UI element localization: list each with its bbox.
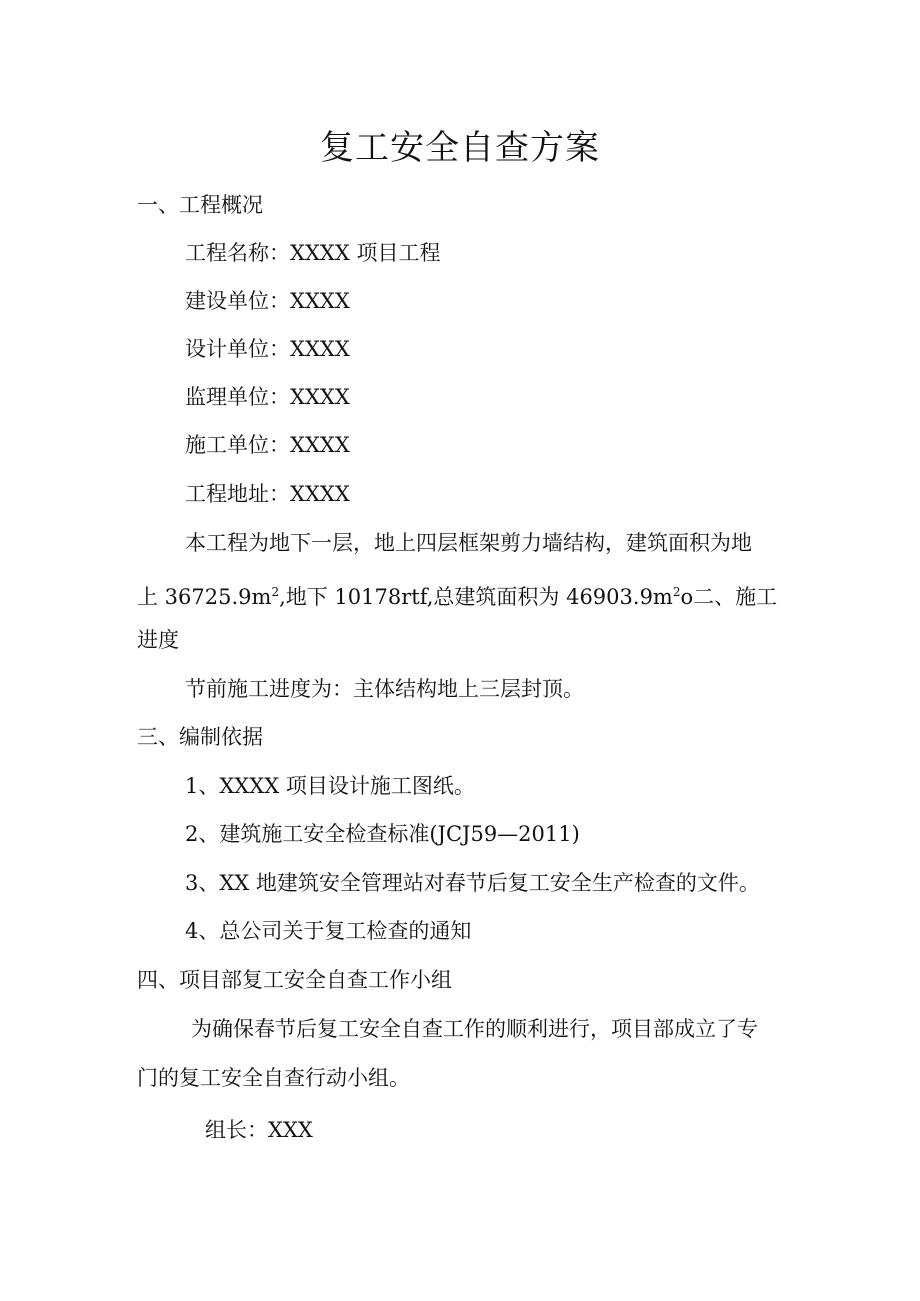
team-line-2: 门的复工安全自查行动小组。 — [137, 1066, 410, 1090]
basis-item-3: 3、XX 地建筑安全管理站对春节后复工安全生产检查的文件。 — [185, 871, 760, 895]
desc-part-e: o二、施工 — [680, 585, 778, 609]
desc-sup-1: 2 — [271, 585, 280, 599]
project-name-line: 工程名称：XXXX 项目工程 — [185, 241, 441, 265]
basis-item-2: 2、建筑施工安全检查标准(JCJ59—2011) — [185, 822, 580, 846]
team-line-1: 为确保春节后复工安全自查工作的顺利进行，项目部成立了专 — [191, 1017, 758, 1041]
description-line-2 — [137, 577, 777, 612]
desc-part-c: ,地下 10178rtf,总建筑面积为 46903.9m — [279, 585, 673, 609]
address-line: 工程地址：XXXX — [185, 482, 350, 506]
builder-line: 建设单位：XXXX — [185, 289, 350, 313]
desc-part-a: 上 36725.9m — [137, 585, 272, 609]
section-heading-team: 四、项目部复工安全自查工作小组 — [137, 968, 452, 992]
designer-line: 设计单位：XXXX — [185, 337, 350, 361]
leader-line: 组长：XXX — [205, 1118, 313, 1142]
basis-item-4: 4、总公司关于复工检查的通知 — [185, 919, 472, 943]
progress-line: 节前施工进度为：主体结构地上三层封顶。 — [185, 677, 584, 701]
desc-sup-2: 2 — [672, 585, 681, 599]
supervisor-line: 监理单位：XXXX — [185, 385, 350, 409]
document-title: 复工安全自查方案 — [320, 128, 600, 168]
basis-item-1: 1、XXXX 项目设计施工图纸。 — [185, 774, 475, 798]
contractor-line: 施工单位：XXXX — [185, 433, 350, 457]
section-heading-basis: 三、编制依据 — [137, 725, 263, 749]
description-line-3: 进度 — [137, 628, 179, 652]
section-heading-overview: 一、工程概况 — [137, 193, 263, 217]
description-line-1: 本工程为地下一层，地上四层框架剪力墙结构，建筑面积为地 — [185, 531, 752, 555]
